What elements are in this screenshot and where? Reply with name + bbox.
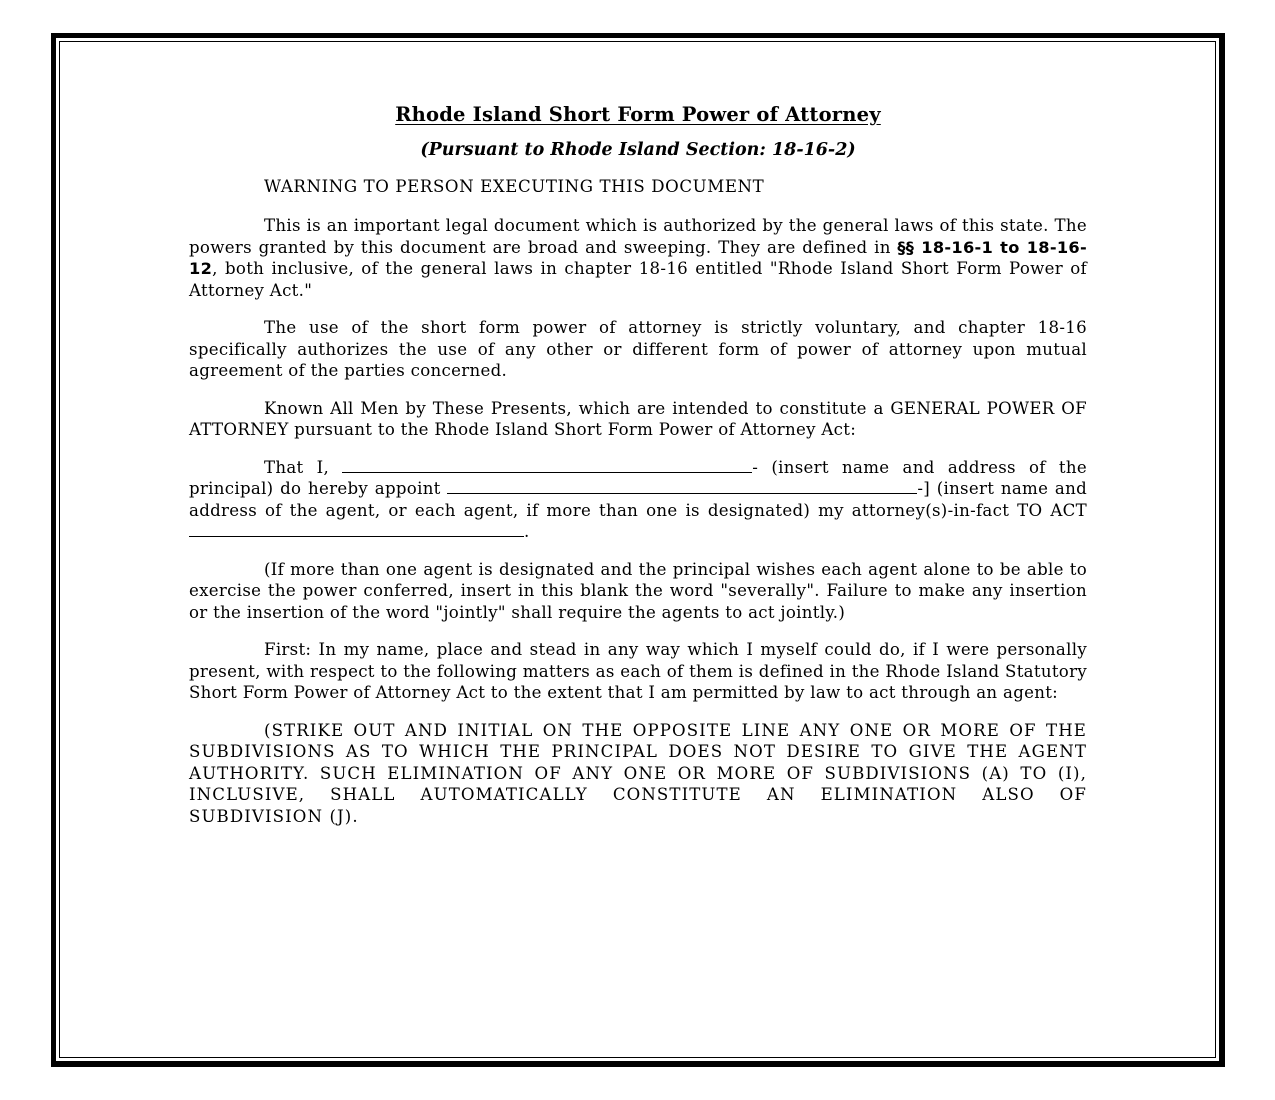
paragraph-voluntary-use: The use of the short form power of attorney is strictly voluntary, and chapter 18-16 specifically authorizes the use of any other or different form of power of attorney upon mutual agreement of the parties concerned. — [189, 318, 1087, 380]
paragraph-text: - (insert name and address of the principal) do hereby appoint — [189, 457, 1087, 498]
paragraph-text: , both inclusive, of the general laws in chapter 18-16 entitled "Rhode Island Short Form Power of Attorney Act." — [189, 259, 1087, 300]
act-manner-blank[interactable] — [189, 522, 524, 537]
paragraph-strike-out-instructions: (STRIKE OUT AND INITIAL ON THE OPPOSITE LINE ANY ONE OR MORE OF THE SUBDIVISIONS AS TO WHICH THE PRINCIPAL DOES NOT DESIRE TO GIVE THE AGENT AUTHORITY. SUCH ELIMINATION OF ANY ONE OR MORE OF SUBDIVISIONS (A) TO (I), INCLUSIVE, SHALL AUTOMATICALLY CONSTITUTE AN ELIMINATION ALSO OF SUBDIVISION (J). — [189, 720, 1087, 826]
paragraph-presents: Known All Men by These Presents, which are intended to constitute a GENERAL POWER OF ATTORNEY pursuant to the Rhode Island Short Form Power of Attorney Act: — [189, 398, 1087, 439]
paragraph-first: First: In my name, place and stead in any way which I myself could do, if I were personally present, with respect to the following matters as each of them is defined in the Rhode Island Statutory Short Form Power of Attorney Act to the extent that I am permitted by law to act through an agent: — [189, 640, 1087, 702]
paragraph-text: . — [524, 522, 530, 541]
paragraph-appointment — [189, 457, 1087, 543]
document-title: Rhode Island Short Form Power of Attorney — [395, 103, 881, 126]
document-body — [189, 100, 1087, 827]
paragraph-text: -] (insert name and address of the agent, or each agent, if more than one is designated) my attorney(s)-in-fact TO ACT — [189, 479, 1087, 520]
document-subtitle: (Pursuant to Rhode Island Section: 18-16-2) — [420, 140, 856, 160]
agent-name-blank[interactable] — [447, 479, 917, 494]
principal-name-blank[interactable] — [342, 458, 752, 473]
paragraph-multiple-agents: (If more than one agent is designated and the principal wishes each agent alone to be able to exercise the power conferred, insert in this blank the word "severally". Failure to make any insertion or the insertion of the word "jointly" shall require the agents to act jointly.) — [189, 559, 1087, 622]
statute-citation: §§ 18-16-1 to 18-16-12 — [189, 237, 1087, 278]
paragraph-authorization — [189, 215, 1087, 301]
paragraph-text: This is an important legal document which is authorized by the general laws of this state. The powers granted by this document are broad and sweeping. They are defined in — [189, 216, 1087, 257]
paragraph-text: That I, — [264, 457, 343, 477]
warning-heading: WARNING TO PERSON EXECUTING THIS DOCUMENT — [264, 177, 765, 196]
